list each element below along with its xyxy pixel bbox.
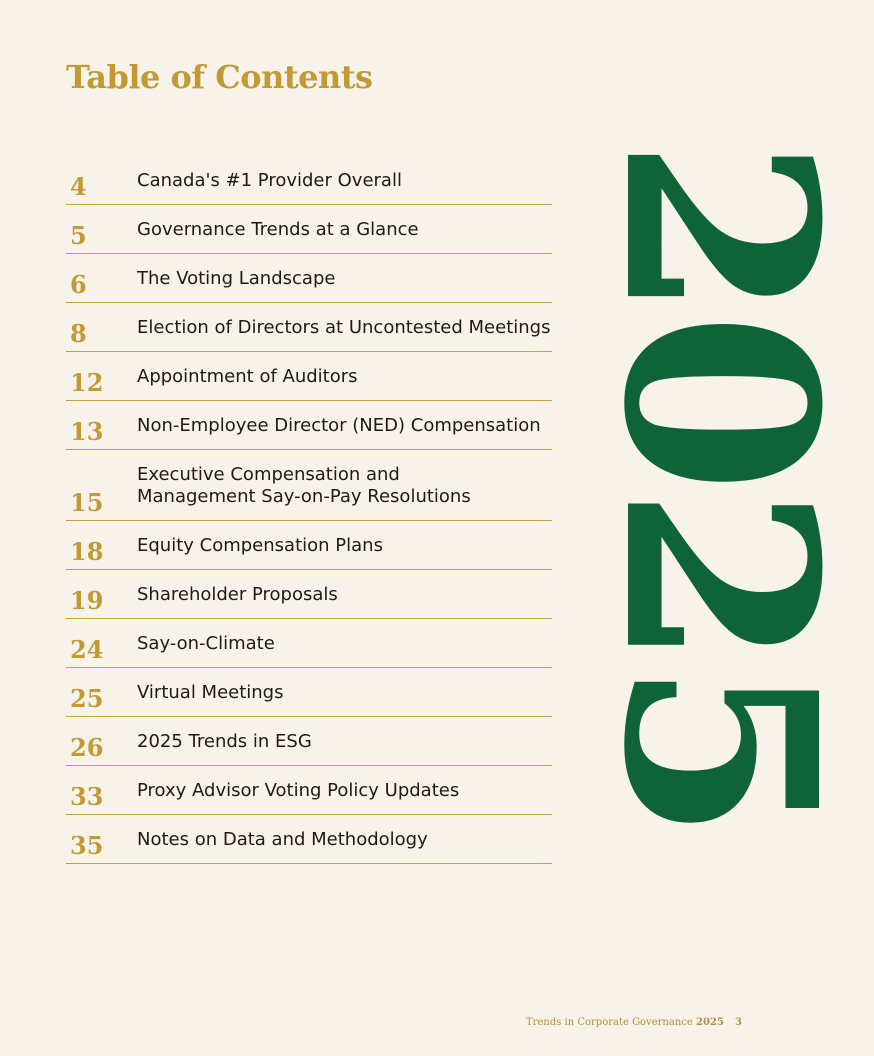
page-footer <box>526 1017 742 1028</box>
toc-page-number: 6 <box>70 270 87 299</box>
toc-entry[interactable] <box>66 254 552 303</box>
footer-publication-title: Trends in Corporate Governance <box>526 1017 693 1028</box>
toc-entry[interactable] <box>66 205 552 254</box>
toc-page-number: 35 <box>70 831 104 860</box>
toc-entry[interactable] <box>66 450 552 521</box>
footer-year: 2025 <box>695 1017 724 1028</box>
toc-page-number: 33 <box>70 782 104 811</box>
toc-entry-title: Governance Trends at a Glance <box>137 219 419 240</box>
toc-entry-title: Shareholder Proposals <box>137 584 338 605</box>
toc-page-number: 12 <box>70 368 104 397</box>
toc-entry[interactable] <box>66 156 552 205</box>
toc-entry[interactable] <box>66 815 552 864</box>
toc-entry-title: Virtual Meetings <box>137 682 284 703</box>
toc-page-number: 24 <box>70 635 104 664</box>
toc-entry-title: Non-Employee Director (NED) Compensation <box>137 415 541 436</box>
toc-page-number: 19 <box>70 586 104 615</box>
toc-entry[interactable] <box>66 717 552 766</box>
toc-entry[interactable] <box>66 766 552 815</box>
toc-entry[interactable] <box>66 521 552 570</box>
toc-entry-title: Say-on-Climate <box>137 633 275 654</box>
toc-entry-title: Proxy Advisor Voting Policy Updates <box>137 780 460 801</box>
toc-page-number: 4 <box>70 172 87 201</box>
toc-entry-title: 2025 Trends in ESG <box>137 731 312 752</box>
toc-page-number: 15 <box>70 488 104 517</box>
toc-entry-title: Canada's #1 Provider Overall <box>137 170 402 191</box>
toc-page-number: 8 <box>70 319 87 348</box>
toc-entry[interactable] <box>66 401 552 450</box>
table-of-contents <box>66 156 552 864</box>
toc-entry[interactable] <box>66 303 552 352</box>
toc-page-number: 13 <box>70 417 104 446</box>
toc-entry[interactable] <box>66 352 552 401</box>
toc-page-number: 5 <box>70 221 87 250</box>
toc-entry-title: The Voting Landscape <box>137 268 336 289</box>
toc-entry[interactable] <box>66 570 552 619</box>
toc-page-number: 18 <box>70 537 104 566</box>
year-graphic: 2025 <box>566 137 874 835</box>
toc-entry-title: Appointment of Auditors <box>137 366 358 387</box>
toc-entry[interactable] <box>66 619 552 668</box>
toc-entry-title: Election of Directors at Uncontested Meetings <box>137 317 551 338</box>
footer-page-number: 3 <box>735 1017 742 1028</box>
toc-entry-title: Equity Compensation Plans <box>137 535 383 556</box>
toc-entry[interactable] <box>66 668 552 717</box>
toc-page-number: 25 <box>70 684 104 713</box>
toc-entry-title: Executive Compensation and Management Say-on-Pay Resolutions <box>137 464 471 507</box>
page-title: Table of Contents <box>66 58 373 96</box>
toc-entry-title: Notes on Data and Methodology <box>137 829 428 850</box>
toc-page-number: 26 <box>70 733 104 762</box>
